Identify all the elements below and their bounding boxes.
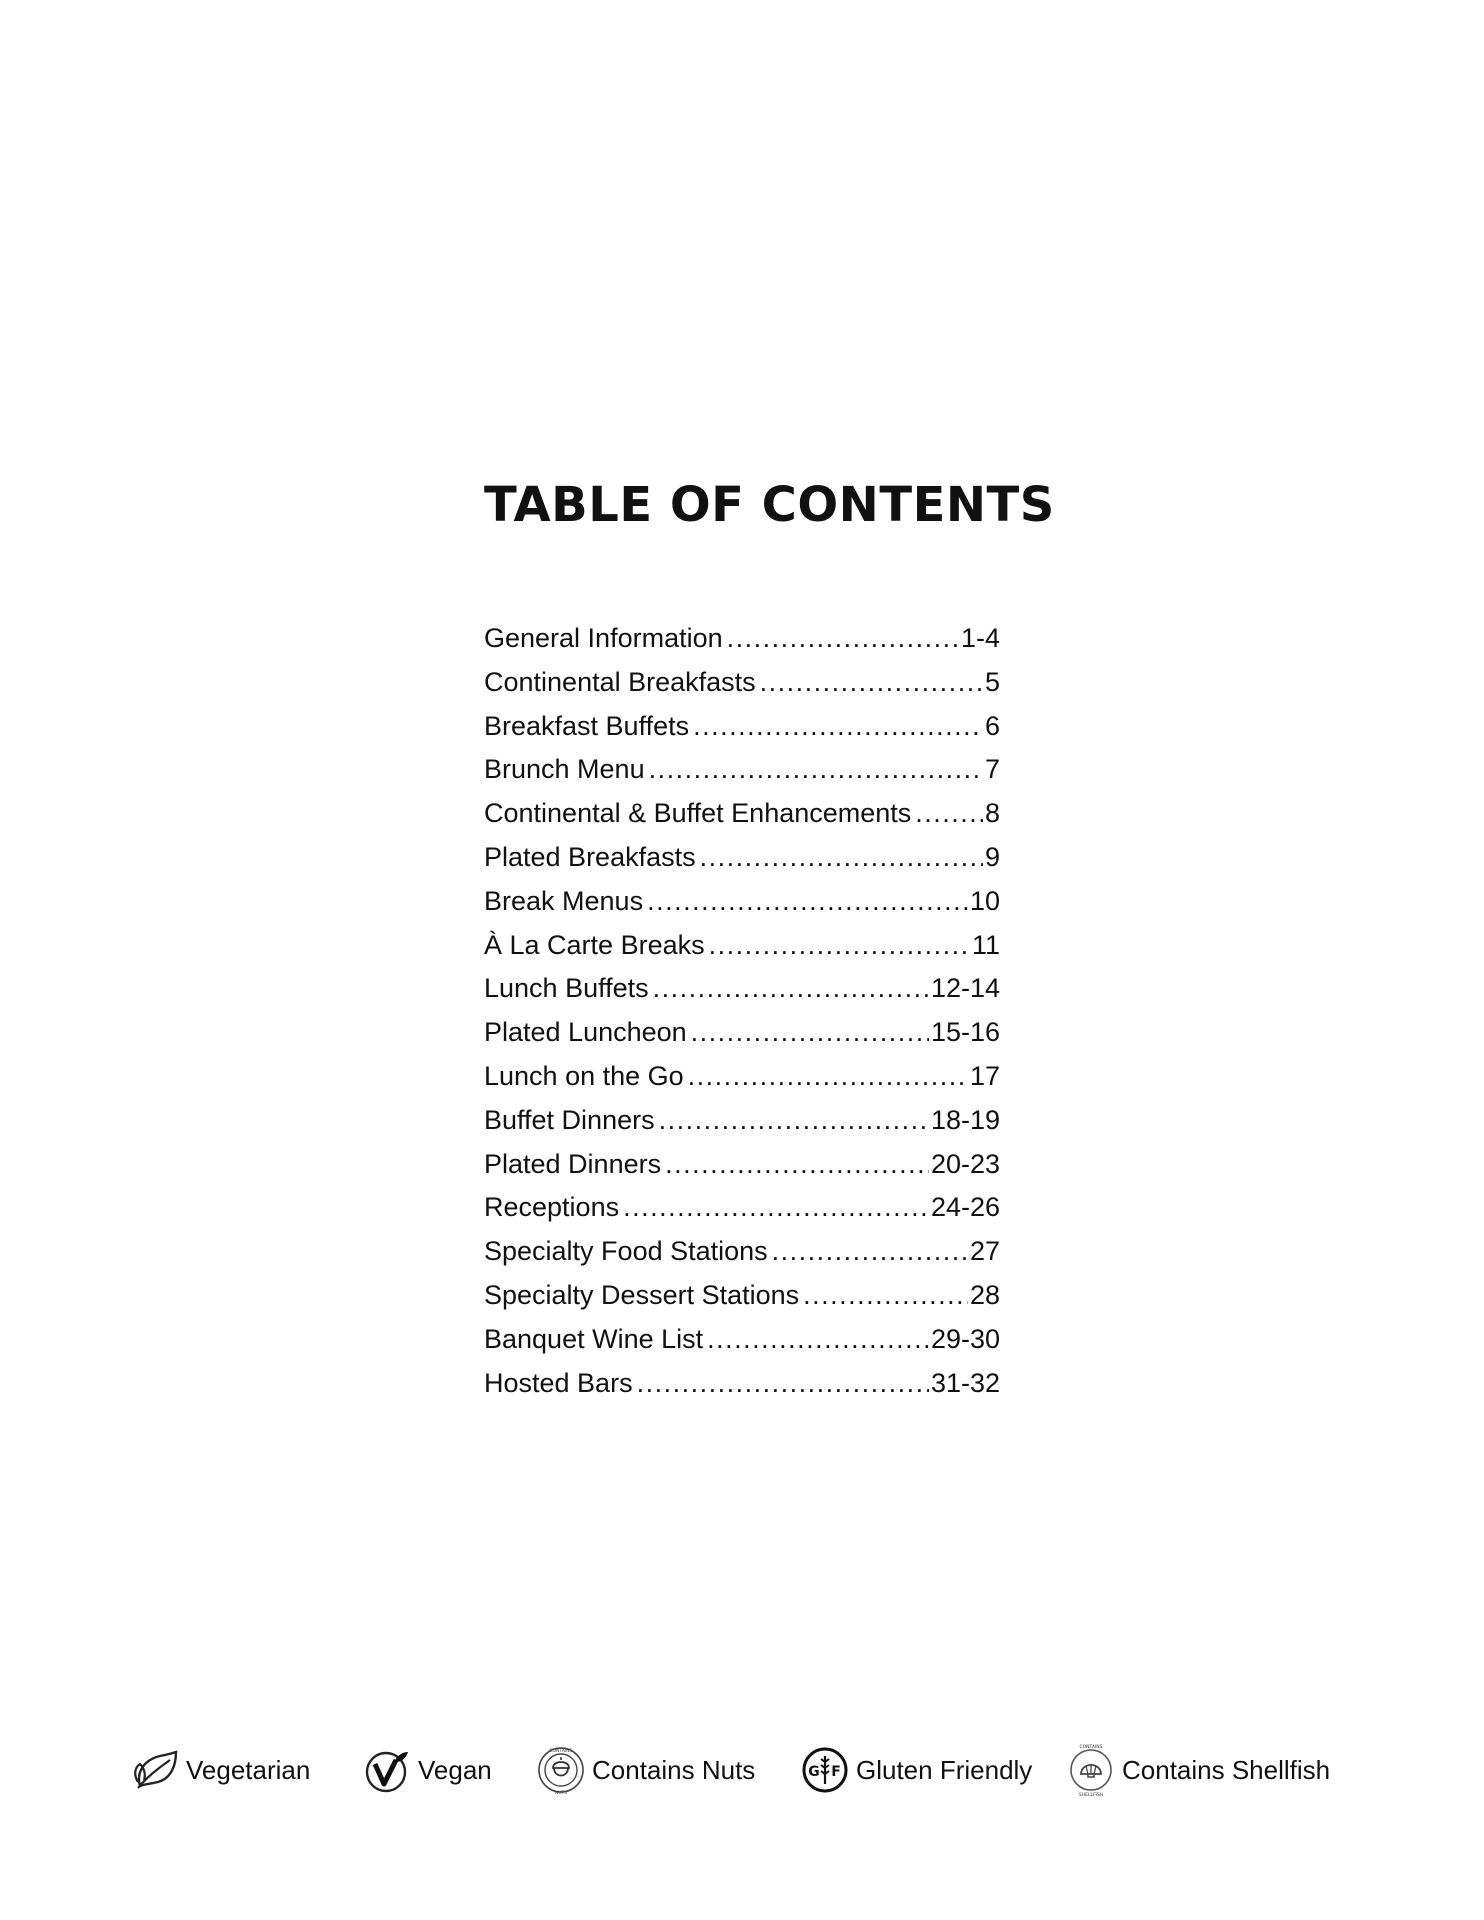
toc-entry[interactable]: [484, 705, 1000, 749]
toc-entry-label: Lunch Buffets: [484, 973, 649, 1004]
svg-text:G: G: [808, 1764, 820, 1780]
toc-entry-label: Specialty Food Stations: [484, 1236, 768, 1267]
dot-leader: [693, 705, 983, 749]
legend-label: Gluten Friendly: [856, 1754, 1033, 1785]
toc-entry-pages: 6: [984, 710, 1000, 741]
dot-leader: [803, 1274, 968, 1318]
legend-item-gluten-friendly: [800, 1740, 1032, 1800]
toc-entry[interactable]: [484, 880, 1000, 924]
dot-leader: [665, 1143, 929, 1187]
dietary-legend: [130, 1740, 1360, 1800]
toc-entry-pages: 18-19: [930, 1104, 1000, 1135]
toc-entry-label: Brunch Menu: [484, 754, 645, 785]
toc-entry-pages: 20-23: [930, 1148, 1000, 1179]
gluten-friendly-icon: [800, 1742, 850, 1798]
legend-label: Contains Shellfish: [1122, 1754, 1331, 1785]
dot-leader: [915, 792, 983, 836]
toc-entry[interactable]: [484, 1055, 1000, 1099]
legend-label: Contains Nuts: [592, 1754, 756, 1785]
legend-item-vegan: [362, 1740, 492, 1800]
toc-entry[interactable]: [484, 1318, 1000, 1362]
toc-entry-pages: 31-32: [930, 1367, 1000, 1398]
dot-leader: [623, 1186, 929, 1230]
legend-label: Vegan: [418, 1754, 492, 1785]
toc-entry-label: Break Menus: [484, 885, 644, 916]
dot-leader: [659, 1099, 929, 1143]
dot-leader: [727, 617, 959, 661]
dot-leader: [709, 924, 970, 968]
toc-entry-pages: 10: [969, 885, 1000, 916]
nut-badge-icon: [536, 1742, 586, 1798]
legend-item-vegetarian: [130, 1740, 310, 1800]
svg-text:CONTAINS: CONTAINS: [1079, 1745, 1103, 1750]
toc-entry-pages: 7: [984, 754, 1000, 785]
toc-entry-label: Banquet Wine List: [484, 1323, 704, 1354]
toc-entry-label: Hosted Bars: [484, 1367, 633, 1398]
toc-entry-label: Buffet Dinners: [484, 1104, 655, 1135]
toc-entry-pages: 27: [969, 1236, 1000, 1267]
svg-text:F: F: [831, 1764, 841, 1780]
dot-leader: [772, 1230, 968, 1274]
page-title: TABLE OF CONTENTS: [484, 477, 1055, 533]
toc-entry[interactable]: [484, 1011, 1000, 1055]
toc-entry-label: À La Carte Breaks: [484, 929, 705, 960]
legend-label: Vegetarian: [186, 1754, 311, 1785]
vegan-v-icon: [362, 1742, 412, 1798]
toc-entry[interactable]: [484, 967, 1000, 1011]
toc-entry-pages: 1-4: [960, 623, 1000, 653]
dot-leader: [688, 1055, 968, 1099]
toc-entry[interactable]: [484, 1099, 1000, 1143]
toc-entry-pages: 24-26: [930, 1192, 1000, 1223]
toc-entry-label: Continental Breakfasts: [484, 666, 756, 697]
toc-entry-label: Plated Breakfasts: [484, 841, 696, 872]
toc-entry-label: Specialty Dessert Stations: [484, 1279, 800, 1310]
dot-leader: [647, 880, 968, 924]
svg-text:NUTS: NUTS: [554, 1791, 568, 1796]
dot-leader: [760, 661, 983, 705]
toc-entry-pages: 29-30: [930, 1323, 1000, 1354]
toc-entry[interactable]: [484, 1230, 1000, 1274]
toc-entry[interactable]: [484, 792, 1000, 836]
svg-text:CONTAINS: CONTAINS: [549, 1749, 573, 1754]
toc-entry-pages: 9: [984, 841, 1000, 872]
dot-leader: [649, 748, 983, 792]
toc-entry-pages: 12-14: [930, 973, 1000, 1004]
dot-leader: [691, 1011, 929, 1055]
legend-item-contains-shellfish: [1066, 1740, 1330, 1800]
shellfish-badge-icon: [1066, 1742, 1116, 1798]
toc-entry[interactable]: [484, 836, 1000, 880]
toc-entry[interactable]: [484, 1186, 1000, 1230]
toc-entry-label: Plated Dinners: [484, 1148, 662, 1179]
toc-entry-label: Lunch on the Go: [484, 1060, 684, 1091]
dot-leader: [700, 836, 983, 880]
table-of-contents: [484, 617, 1000, 1405]
toc-entry[interactable]: [484, 617, 1000, 661]
toc-entry-label: Breakfast Buffets: [484, 710, 690, 741]
toc-entry[interactable]: [484, 1274, 1000, 1318]
toc-entry-label: General Information: [484, 623, 723, 653]
toc-entry-pages: 28: [969, 1279, 1000, 1310]
legend-item-contains-nuts: [536, 1740, 755, 1800]
toc-entry-label: Continental & Buffet Enhancements: [484, 798, 912, 829]
dot-leader: [653, 967, 929, 1011]
dot-leader: [707, 1318, 929, 1362]
toc-entry[interactable]: [484, 1143, 1000, 1187]
toc-entry-label: Plated Luncheon: [484, 1017, 687, 1048]
leaf-icon: [130, 1742, 180, 1798]
toc-entry[interactable]: [484, 661, 1000, 705]
toc-entry-pages: 11: [971, 929, 1000, 960]
toc-entry-pages: 8: [984, 798, 1000, 829]
toc-entry-pages: 5: [984, 666, 1000, 697]
toc-entry[interactable]: [484, 1362, 1000, 1406]
toc-entry-pages: 15-16: [930, 1017, 1000, 1048]
toc-entry[interactable]: [484, 924, 1000, 968]
toc-entry-pages: 17: [969, 1060, 1000, 1091]
toc-entry[interactable]: [484, 748, 1000, 792]
svg-text:SHELLFISH: SHELLFISH: [1078, 1793, 1104, 1798]
toc-entry-label: Receptions: [484, 1192, 620, 1223]
dot-leader: [637, 1362, 929, 1406]
